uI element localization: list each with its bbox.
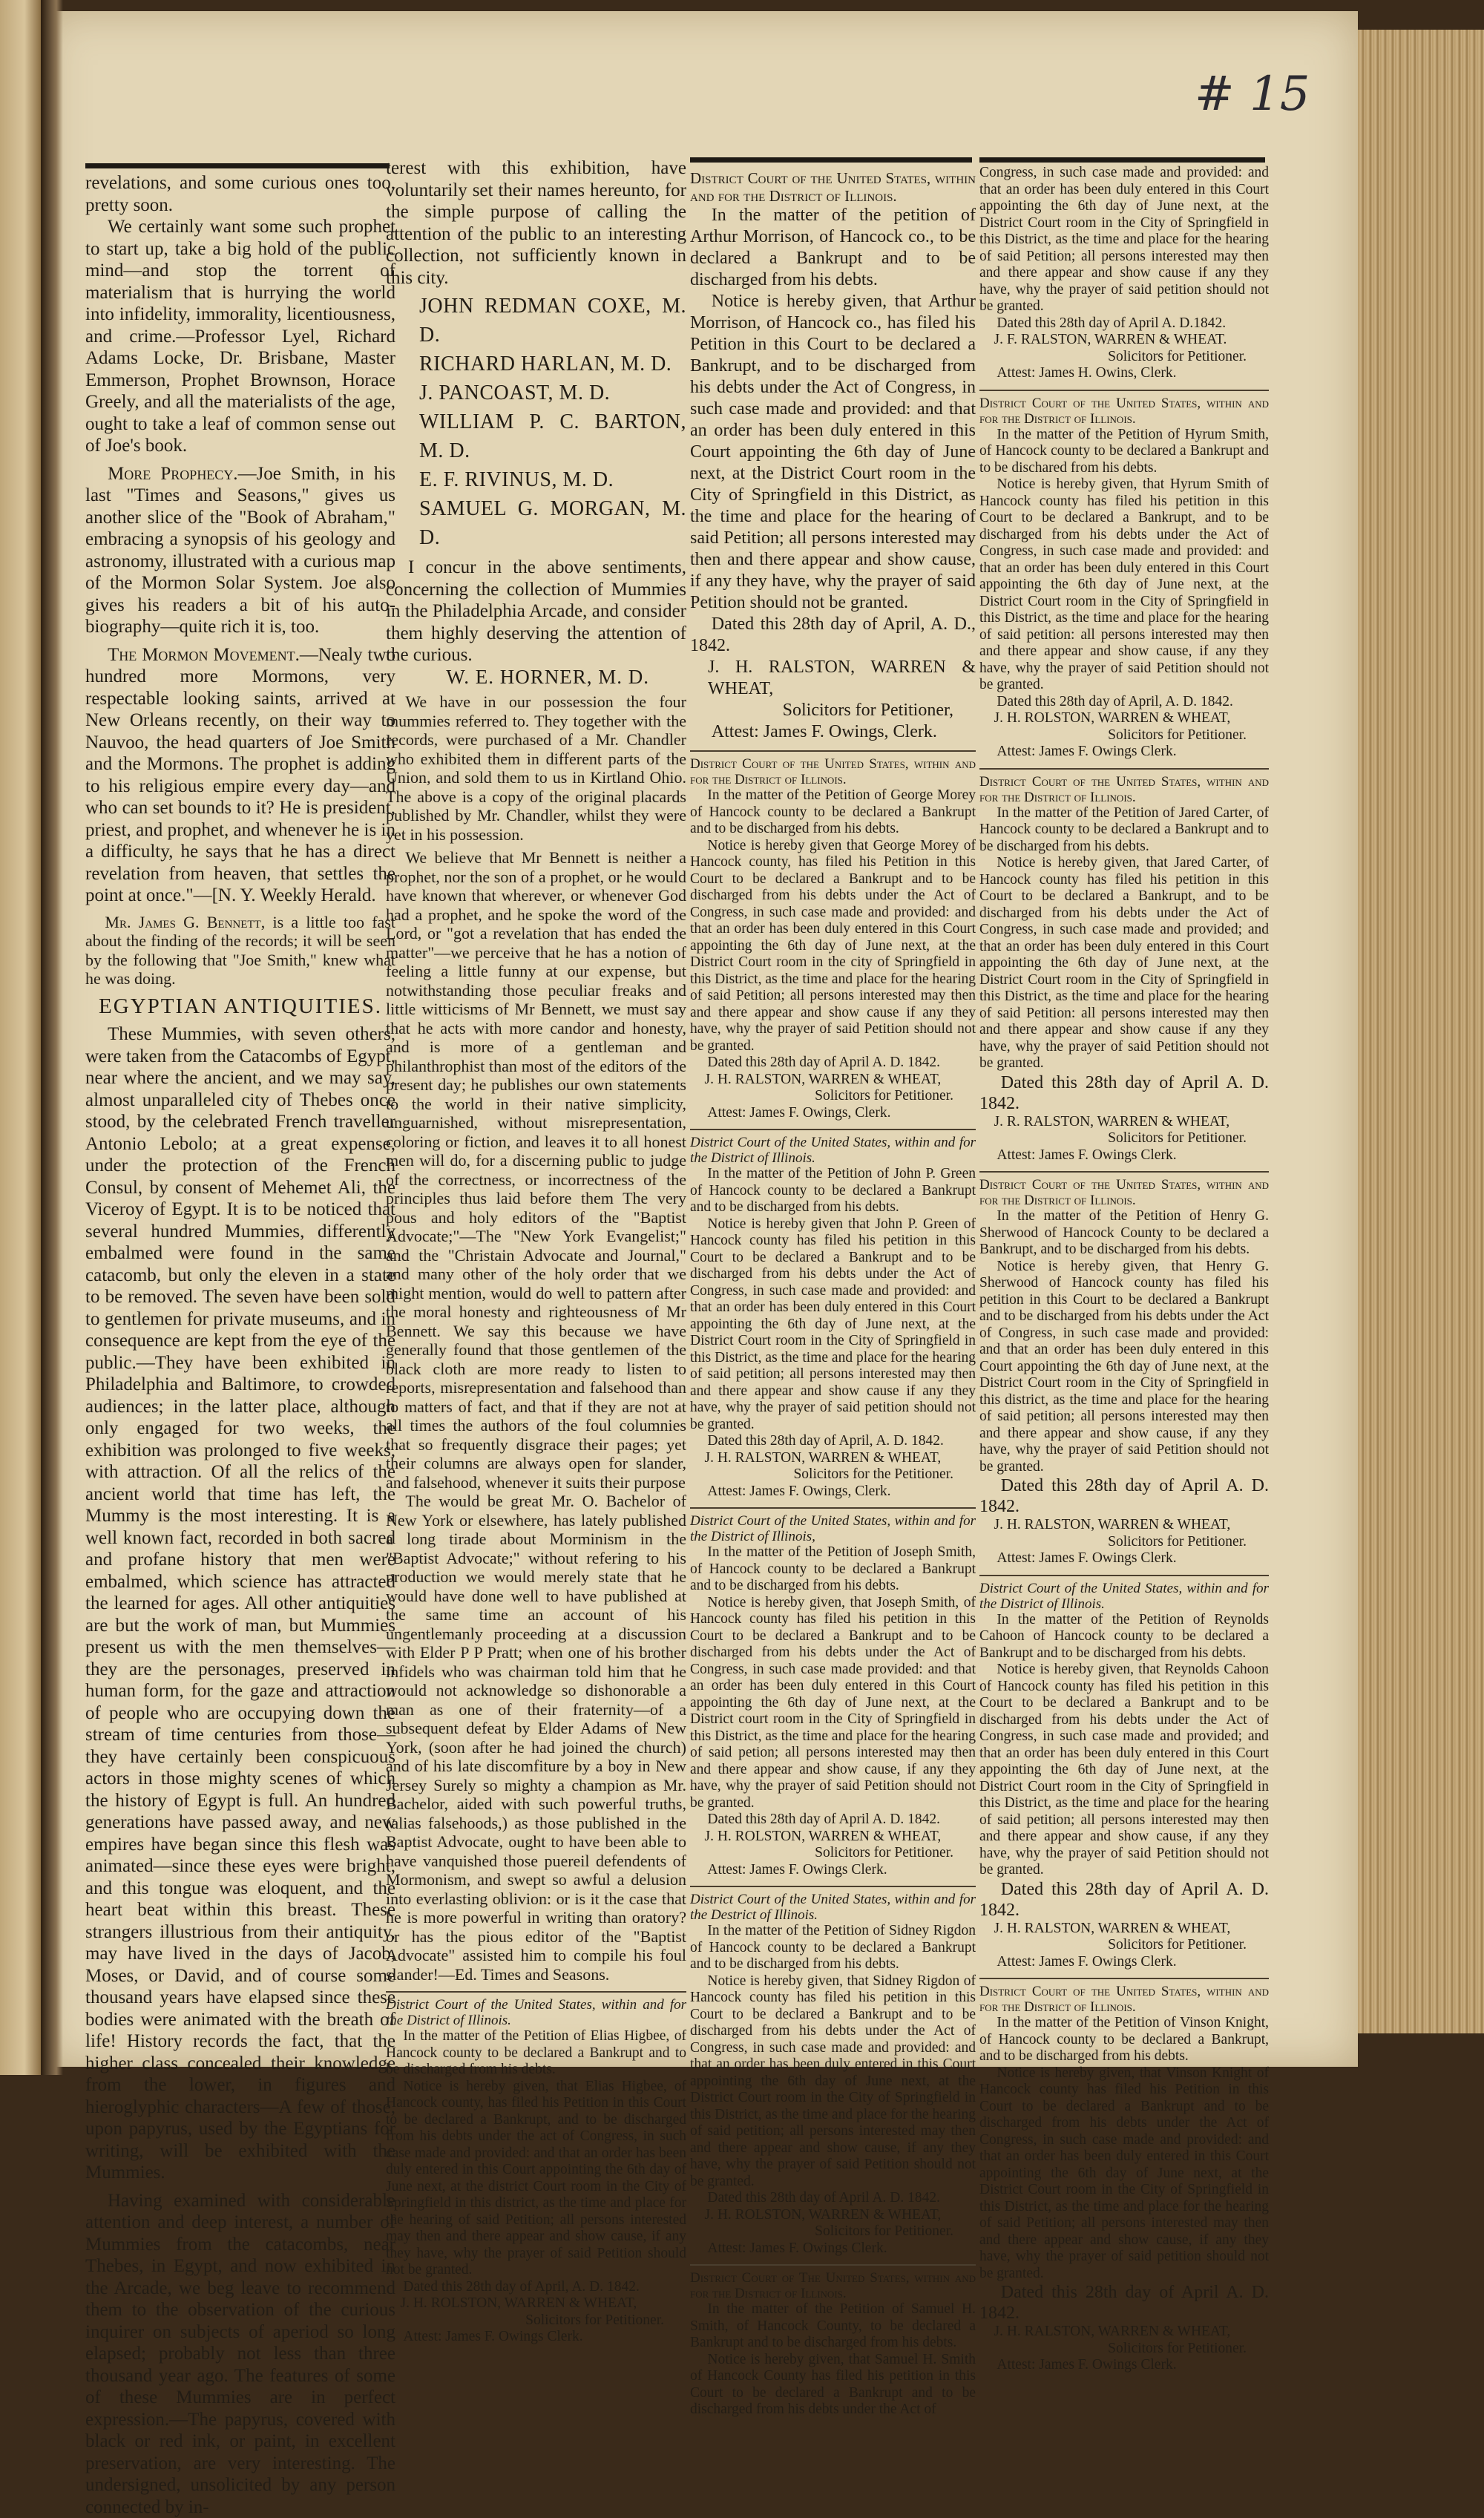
more-prophecy-lead: More Prophecy.	[108, 464, 238, 484]
signatory: J. PANCOAST, M. D.	[419, 378, 686, 407]
notice-body: Notice is hereby given that George Morey of Hancock county, has filed his Petition in this Court to be declared a Bankrupt and to be discharged from his debts under the Act of Congress, in such case made and provided: and that an order has been duly entered in this Court appointing the 6th day of June next, at the District Court room in the city of Springfield in this District, as the time and place for the hearing of said Petition; all persons interested may then and there appear and show cause if any they have, why the prayer of said Petition should not be granted.	[690, 838, 976, 1055]
notice-body: Notice is hereby given, that Jared Carter, of Hancock county has filed his petition in this Court to be declared a Bankrupt, and to be discharged from his debts under the Act of Congress, in such case made and provided; and that an order has been duly entered in this Court appointing the 6th day of June next, at the District Court room in the City of Springfield in this District, as the time and place for the hearing of said Petition: all persons interested may then and there appear and show cause if any they have, why the prayer of said Petition should not be granted.	[979, 855, 1269, 1072]
column-3	[690, 165, 976, 2035]
notice-matter: In the matter of the petition of Arthur Morrison, of Hancock co., to be declared a Bankrupt and to be discharged from his debts.	[690, 205, 976, 291]
notice-attest: Attest: James F. Owings Clerk.	[979, 2357, 1269, 2374]
notice-body: Notice is hereby given, that Arthur Morrison, of Hancock co., has filed his Petition in this Court to be declared a Bankrupt, and to be discharged from his debts under the Act of Congress, in such case made and provided: and that an order has been duly entered in this Court appointing the 6th day of June next, at the District Court room in the City of Springfield in this District, as the time and place for the hearing of said Petition; all persons interested may then and there appear and show cause, if any they have, why the prayer of said Petition should not be granted.	[690, 291, 976, 614]
notice-dated: Dated this 28th day of April, A. D. 1842.	[386, 2279, 686, 2296]
notice-solicitors: J. H. RALSTON, WARREN & WHEAT,	[705, 1450, 976, 1467]
notice-body: Notice is hereby given that John P. Green of Hancock county has filed his petition in this Court to be declared a Bankrupt and to be discharged from his debts under the Act of Congress, in such case made and provided: and that an order has been duly entered in this Court appointing the 6th day of June next, at the District Court room in the City of Springfield in this District, as the time and place for the hearing of said petition; all persons interested may then and there appear and show cause if any they have, why the prayer of said petition should not be granted.	[690, 1216, 976, 1434]
binding-gutter	[41, 0, 63, 2075]
egypt-paragraph-2: Having examined with considerable attention and deep interest, a number of Mummies from the catacombs, near Thebes, in Egypt, and now exhibited in the Arcade, we beg leave to recommend them to the observation of the curious inquirer on subjects of aperiod so long elapsed; probably not less than three thousand year ago. The features of some of these Mummies are in perfect expression.—The papyrus, covered with black or red ink, or paint, in excellent preservation, are very interesting. The undersigned, unsolicited by any person connected by in-	[85, 2190, 395, 2518]
notice-matter: In the matter of the Petition of Reynolds Cahoon of Hancock county to be declared a Bankrupt and to be discharged from his debts.	[979, 1612, 1269, 1662]
notice-dated: Dated this 28th day of April A. D. 1842.	[690, 1055, 976, 1072]
notice-matter: In the matter of the Petition of George Morey of Hancock county to be declared a Bankrupt and to be discharged from his debts.	[690, 787, 976, 838]
notice-solicitors: J. H. RALSTON, WARREN & WHEAT,	[705, 1072, 976, 1089]
notice-attest: Attest: James F. Owings Clerk.	[690, 2240, 976, 2258]
notice-body: Notice is hereby given, that Henry G. Sherwood of Hancock county has filed his petition in this Court to be declared a Bankrupt and to be discharged from his debts under the Act of Congress, in such case made and provided: and that an order has been duly entered in this Court appointing the 6th day of June next, at the District Court room in the City of Springfield in this district, as the time and place for the hearing of said petition; all persons interested may then and there appear and show cause, if any they have, why the prayer of said Petition should not be granted.	[979, 1259, 1269, 1476]
notice-body: Notice is hereby given, that Reynolds Cahoon of Hancock county has filed his petition in this Court to be declared a Bankrupt and to be discharged from his debts under the Act of Congress, in such case made and provided; and that an order has been duly entered in this Court appointing the 6th day of June next, at the District Court room in the City of Springfield in this District, as the time and place for the hearing of said petition; all persons interested may then and there appear and show cause, if any they have, why the prayer of said Petition should not be granted.	[979, 1662, 1269, 1879]
notice-solicitors: J. H. ROLSTON, WARREN & WHEAT,	[705, 2207, 976, 2224]
mormon-movement-text: —Nealy two hundred more Mormons, very respectable looking saints, arrived at New Orleans recently, on their way to Nauvoo, the head quarters of Joe Smith and the Mormons. The prophet is adding to his religious empire every day—and who can set bounds to it? He is president, priest, and prophet, and whenever he is in a difficulty, he says that he has a direct revelation from heaven, that settles the point at once."—[N. Y. Weekly Herald.	[85, 645, 395, 906]
col2-concur: I concur in the above sentiments, concerning the collection of Mummies in the Philadelphia Arcade, and consider them highly deserving the attention of the curious.	[386, 557, 686, 666]
notice-solicitors-role: Solicitors for Petitioner.	[979, 727, 1269, 744]
signatory: E. F. RIVINUS, M. D.	[419, 465, 686, 494]
notice-solicitors-role: Solicitors for Petitioner.	[979, 1130, 1269, 1147]
notice-court: District Court of The United States, within and for the District of Illinois.	[690, 2270, 976, 2301]
notice-solicitors-role: Solicitors for Petitioner.	[979, 349, 1269, 366]
notice-solicitors: J. H. ROLSTON, WARREN & WHEAT,	[705, 1829, 976, 1846]
signatories-list	[419, 292, 686, 552]
notice-attest: Attest: James F. Owings, Clerk.	[690, 1105, 976, 1122]
column-4	[979, 165, 1269, 2035]
notice-body: Notice is hereby given, that Joseph Smith, of Hancock county has filed his petition in this Court to be declared a Bankrupt and to be discharged from his debts under the Act of Congress, in such case made provided: and that an order has been duly entered in this Court appointing the 6th day of June next, at the District court room in the City of Springfield in this District, as the time and place for the hearing of said petion; all persons interested may then and there appear and show cause, if any they have, why the prayer of said Petition should not be granted.	[690, 1595, 976, 1812]
notice-reynolds-cahoon	[979, 1575, 1269, 1971]
notice-solicitors-role: Solicitors for Petitioner.	[979, 1534, 1269, 1551]
notice-dated: Dated this 28th day of April A. D. 1842.	[979, 1072, 1269, 1114]
notice-arthur-morrison	[690, 165, 976, 743]
notice-court: District Court of the United States, within and for the District of Illinois.	[979, 1581, 1269, 1612]
col2-possession: We have in our possession the four mummies referred to. They together with the records, were purchased of a Mr. Chandler who exhibited them in different parts of the Union, and sold them to us in Kirtland Ohio. The above is a copy of the original placards published by Mr. Chandler, whilst they were yet in his possession.	[386, 692, 686, 844]
notice-matter: In the matter of the Petition of Hyrum Smith, of Hancock county to be declared a Bankrupt and to be dischared from his debts.	[979, 427, 1269, 477]
notice-court: District Court of the United States, within and for the District of Illinois.	[979, 1177, 1269, 1208]
notice-court: District Court of the United States, within and for the District of Illinois,	[690, 1513, 976, 1544]
notice-dated: Dated this 28th day of April, A. D. 1842.	[979, 694, 1269, 711]
notice-joseph-smith	[690, 1507, 976, 1878]
notice-matter: In the matter of the Petition of Henry G. Sherwood of Hancock County to be declared a Bankrupt, and to be discharged from his debts.	[979, 1208, 1269, 1259]
more-prophecy-text: —Joe Smith, in his last "Times and Seasons," gives us another slice of the "Book of Abraham," embracing a synopsis of his geology and astronomy, illustrated with a curious map of the Mormon Solar System. Joe also gives his readers a bit of his auto-biography—quite rich it is, too.	[85, 464, 395, 637]
notice-solicitors: J. H. RALSTON, WARREN & WHEAT,	[708, 657, 976, 700]
notice-dated: Dated this 28th day of April A. D. 1842.	[979, 1879, 1269, 1921]
notice-court: District Court of the United States, within and for the District of Illinois.	[979, 1984, 1269, 2015]
notice-solicitors: J. H. RALSTON, WARREN & WHEAT,	[994, 1921, 1270, 1938]
notice-matter: In the matter of the Petition of Joseph Smith, of Hancock county to be declared a Bankrupt and to be discharged from his debts.	[690, 1544, 976, 1595]
notice-solicitors-role: Solicitors for Petitioner.	[690, 2223, 976, 2240]
notice-matter: In the matter of the Petition of Vinson Knight, of Hancock county to be declared a Bankrupt, and to be discharged from his debts.	[979, 2015, 1269, 2065]
notice-court: District Court of the United States, within and for the Destrict of Illinois.	[690, 1892, 976, 1923]
notice-body: Notice is hereby given, that Hyrum Smith of Hancock county has filed his petition in this Court to be declared a Bankrupt, and to be discharged from his debts under the Act of Congress, in such case made and provided: and that an order has been duly entered in this Court appointing the 6th day of June next, at the District Court room in the City of Springfield in this District, as the time and place for the hearing of said petition: all persons interested may then and there appear and show cause, if any they have, why the prayer of said Petition should not be granted.	[979, 476, 1269, 694]
notice-matter: In the matter of the Petition of Elias Higbee, of Hancock county to be declared a Bankrupt and to be discharged from his debts.	[386, 2028, 686, 2079]
notice-george-morey	[690, 750, 976, 1121]
notice-matter: In the matter of the Petition of Samuel H. Smith, of Hancock County, to be declared a Bankrupt and to be discharged from his debts.	[690, 2301, 976, 2352]
notice-solicitors-role: Solicitors for Petitioner,	[690, 700, 976, 721]
top-rule-col3	[690, 157, 972, 163]
mormon-movement-paragraph	[85, 644, 395, 907]
notice-samuel-h-smith	[690, 2264, 976, 2419]
notice-matter: In the matter of the Petition of Sidney Rigdon of Hancock county to be declared a Bankrupt and to be discharged from his debts.	[690, 1923, 976, 1973]
notice-attest: Attest: James F. Owings, Clerk.	[690, 721, 976, 743]
notice-solicitors-role: Solicitors for Petitioner.	[690, 1088, 976, 1105]
notice-attest: Attest: James H. Owins, Clerk.	[979, 365, 1269, 382]
notice-solicitors: J. R. RALSTON, WARREN & WHEAT,	[994, 1114, 1270, 1131]
notice-attest: Attest: James F. Owings Clerk.	[979, 744, 1269, 761]
notice-matter: In the matter of the Petition of John P. Green of Hancock county to be declared a Bankrupt and to be discharged from his debts.	[690, 1166, 976, 1216]
notice-solicitors-role: Solicitors for Petitioner.	[386, 2312, 686, 2330]
notice-body: Congress, in such case made and provided: and that an order has been duly entered in this Court appointing the 6th day of June next, at the District Court room in the City of Springfield in this District, as the time and place for the hearing of said Petition; all persons interested may then and there appear and show cause if any they have, why the prayer of said petition should not be granted.	[979, 165, 1269, 315]
notice-jared-carter	[979, 768, 1269, 1164]
signatory: SAMUEL G. MORGAN, M. D.	[419, 494, 686, 552]
notice-matter: In the matter of the Petition of Jared Carter, of Hancock county to be declared a Bankrupt and to be discharged from his debts.	[979, 805, 1269, 856]
notice-attest: Attest: James F. Owings Clerk.	[690, 1862, 976, 1879]
column-2	[386, 157, 686, 2027]
notice-solicitors: J. H. ROLSTON, WARREN & WHEAT,	[994, 710, 1270, 727]
notice-dated: Dated this 28th day of April A. D.1842.	[979, 315, 1269, 332]
egyptian-antiquities-heading: EGYPTIAN ANTIQUITIES.	[85, 996, 395, 1018]
signatory: RICHARD HARLAN, M. D.	[419, 350, 686, 378]
notice-court: District Court of the United States, within and for the District of Illinois.	[386, 1997, 686, 2028]
signatory: WILLIAM P. C. BARTON, M. D.	[419, 407, 686, 465]
bennett-paragraph	[85, 913, 395, 988]
notice-solicitors: J. H. ROLSTON, WARREN & WHEAT,	[401, 2295, 687, 2312]
column-1	[85, 172, 395, 2035]
notice-solicitors-role: Solicitors for Petitioner.	[979, 1937, 1269, 1954]
bennett-text: is a little too fast about the finding of the records; it will be seen by the following that "Joe Smith," knew what he was doing.	[85, 913, 395, 988]
notice-solicitors: J. F. RALSTON, WARREN & WHEAT.	[994, 332, 1270, 349]
notice-sidney-rigdon	[690, 1886, 976, 2257]
notice-body: Notice is hereby given, that Vinson Knight of Hancock county has filed his Petition in this Court to be declared a Bankrupt and to be discharged from his debts under the Act of Congress, in such case made and provided: and that an order has been duly entered in this Court appointing the 6th day of June next, at the District Court room in the City of Springfield in this District, as the time and place for the hearing of said Petition; all persons interested may then and there appear and show cause, if any they have, why the prayer of said petition should not be granted.	[979, 2065, 1269, 2283]
notice-dated: Dated this 28th day of April, A. D. 1842.	[690, 1433, 976, 1450]
notice-solicitors-role: Solicitors for Petitioner.	[690, 1845, 976, 1862]
notice-john-p-green	[690, 1129, 976, 1500]
mormon-movement-lead: The Mormon Movement.	[108, 645, 300, 665]
notice-attest: Attest: James F. Owings Clerk.	[979, 1550, 1269, 1567]
col1-p1: revelations, and some curious ones too, pretty soon.	[85, 172, 395, 216]
facing-page-edge	[0, 0, 41, 2075]
egypt-paragraph-1: These Mummies, with seven others, were taken from the Catacombs of Egypt, near where the ancient, and we may say, almost unparalleled city of Thebes once stood, by the celebrated French traveller Antonio Lebolo; at a great expense, under the protection of the French Consul, by consent of Mehemet Ali, the Viceroy of Egypt. It is to be noticed that several hundred Mummies, differently embalmed were found in the same catacomb, but only the eleven in a state to be removed. The seven have been sold to gentlemen for private museums, and in consequence are kept from the eye of the public.—They have been exhibited in Philadelphia and Baltimore, to crowded audiences; in the latter place, although only engaged for two weeks, the exhibition was prolonged to five weeks, with attraction. Of all the relics of the ancient world that time has left, the Mummy is the most interesting. It is a well known fact, recorded in both sacred and profane history that men were embalmed, which science has attracted the learned for ages. All other antiquities are but the work of man, but Mummies present us with the men themselves—they are the personages, preserved in human form, for the gaze and attraction of people who are occupying down the stream of time centuries from those—they have certainly been conspicuous actors in those mighty scenes of which the history of Egypt is full. An hundred generations have passed away, and new empires have began since this flesh was animated—since these eyes were bright, and this tongue was eloquent, and the heart beat within this breast. These strangers illustrious from their antiquity, may have lived in the days of Jacob, Moses, or David, and of course some thousand years have elapsed since these bodies were animated with the breath of life! History records the fact, that the higher class concealed their knowledge from the lower, in figures and hieroglyphic characters—A few of those, upon papyrus, used by the Egyptians for writing, will be exhibited with the Mummies.	[85, 1023, 395, 2184]
col2-bachelor: The would be great Mr. O. Bachelor of New York or elsewhere, has lately published a long tirade about Morminism in the "Baptist Advocate;" without refering to his production we would merely state that he would have done well to have published at the same time an account of his ungentlemanly proceeding at a discussion with Elder P P Pratt; when one of his brother infidels who was chairman told him that he would not acknowledge so dishonorable a man as one of their fraternity—of a subsequent defeat by Elder Adams of New York, (soon after he had joined the church) and of his late discomfiture by a boy in New Jersey Surely so mighty a champion as Mr. Bachelor, aided with such powerful truths, (alias falsehoods,) as those published in the Baptist Advocate, ought to have been able to have vanquished those puereil defendents of Mormonism, and swept so awful a delusion into everlasting oblivion: or is it the case that he is more powerful in writing than oratory? or has the pious editor of the "Baptist Advocate" assisted him to compile his foul slander!—Ed. Times and Seasons.	[386, 1492, 686, 1984]
notice-dated: Dated this 28th day of April A. D. 1842.	[979, 1475, 1269, 1517]
notice-court: District Court of the United States, within and for the District of Illinois.	[979, 396, 1269, 427]
notice-attest: Attest: James F. Owings Clerk.	[979, 1954, 1269, 1971]
notice-solicitors: J. H. RALSTON, WARREN & WHEAT,	[994, 1517, 1270, 1534]
notice-dated: Dated this 28th day of April A. D. 1842.	[690, 2190, 976, 2207]
notice-body: Notice is hereby given, that Sidney Rigdon of Hancock county has filed his petition in this Court to be declared a Bankrupt and to be discharged from his debts under the Act of Congress, in such case made and provided: and that an order has been duly entered in this Court appointing the 6th day of June next, at the District Court room in the City of Springfield in this District, as the time and place for the hearing of said petition; all persons interested may then and there appear and show cause, if any they have, why the prayer of said Petition should not be granted.	[690, 1973, 976, 2191]
notice-court: District Court of the United States, within and for the District of Illinois.	[690, 756, 976, 787]
notice-court: District Court of the United States, within and for the District of Illinois.	[690, 169, 976, 205]
notice-dated: Dated this 28th day of April A. D. 1842.	[690, 1812, 976, 1829]
notice-attest: Attest: James F. Owings, Clerk.	[690, 1483, 976, 1501]
notice-solicitors-role: Solicitors for Petitioner.	[979, 2341, 1269, 2358]
signatory: JOHN REDMAN COXE, M. D.	[419, 292, 686, 350]
notice-hyrum-smith	[979, 390, 1269, 761]
col1-p2: We certainly want some such prophet to start up, take a big hold of the public mind—and stop the torrent of materialism that is hurrying the world into infidelity, immorality, licentiousness, and crime.—Professor Lyel, Richard Adams Locke, Dr. Brisbane, Master Emmerson, Prophet Brownson, Horace Greely, and all the materialists of the age, ought to take a leaf of common sense out of Joe's book.	[85, 216, 395, 457]
horner-signature: W. E. HORNER, M. D.	[386, 666, 686, 689]
handwritten-page-number: # 15	[1195, 67, 1310, 122]
notice-attest: Attest: James F. Owings Clerk.	[979, 1147, 1269, 1164]
col2-bennett-response: We believe that Mr Bennett is neither a prophet, nor the son of a prophet, or he would have known that wherever, or whenever God had a prophet, and he spoke the word of the Lord, or "got a revelation that has ended the matter"—we perceive that he has a notion of feeling a little funny at our expense, but notwithstanding those peculiar freaks and little witticisms of Mr Bennett, we must say that he acts with more candor and honesty, and is more of a gentleman and philanthrophist than most of the editors of the present day; he publishes our own statements to the world in their native simplicity, unguarnished, without misrepresentation, coloring or fiction, and leaves it to all honest men will do, for a discerning public to judge of the correctness, or incorrectness of the principles thus laid before them The very pous and holy editors of the "Baptist Advocate;"—The "New York Evangelist;" and the "Christain Advocate and Journal," and many other of the holy order that we might mention, would do well to pattern after the moral honesty and righteousness of Mr Bennett. We say this because we have generally found that those gentlemen of the black cloth are more ready to listen to reports, misrepresentation and falsehood than to matters of fact, and that if they are not at all times the authors of the foul columnies that so frequently disgrace their pages; yet their columns are always open for slander, and falsehood, whenever it suits their purpose	[386, 848, 686, 1492]
more-prophecy-paragraph	[85, 463, 395, 638]
top-rule-col4	[979, 157, 1265, 163]
notice-vinson-knight	[979, 1978, 1269, 2374]
notice-solicitors: J. H. RALSTON, WARREN & WHEAT,	[994, 2324, 1270, 2341]
col2-p1: terest with this exhibition, have voluntarily set their names hereunto, for the simple purpose of calling the attention of the public to an interesting collection, not sufficiently known in this city.	[386, 157, 686, 289]
bennett-lead: Mr. James G. Bennett,	[105, 913, 265, 931]
notice-henry-g-sherwood	[979, 1171, 1269, 1567]
notice-attest: Attest: James F. Owings Clerk.	[386, 2329, 686, 2346]
top-rule-col1	[85, 163, 390, 168]
notice-solicitors-role: Solicitors for the Petitioner.	[690, 1466, 976, 1483]
notice-court: District Court of the United States, within and for the District of Illinois.	[979, 774, 1269, 805]
book-page-edges	[1358, 30, 1484, 2033]
notice-dated: Dated this 28th day of April A. D. 1842.	[979, 2282, 1269, 2324]
notice-body: Notice is hereby given, that Elias Higbee, of Hancock county, has filed his Petition in this Court to be declared a Bankrupt, and to be discharged from his debts under the act of Congress, in such case made and provided: and that an order has been duly entered in this Court appointing the 6th day of June next, at the district Court room in the City of Springfield in this district, as the time and place for the hearing of said Petition; all persons interested may then and there appear and show cause, if any they have, why the prayer of said Petition should not be granted.	[386, 2079, 686, 2279]
notice-elias-higbee	[386, 1991, 686, 2346]
notice-court: District Court of the United States, within and for the District of Illinois.	[690, 1135, 976, 1166]
notice-body: Notice is hereby given, that Samuel H. Smith of Hancock County has filed his petition in this Court to be declared a Bankrupt and to be discharged from his debts under the Act of	[690, 2352, 976, 2419]
notice-continuation	[979, 165, 1269, 382]
notice-dated: Dated this 28th day of April, A. D., 1842.	[690, 614, 976, 657]
